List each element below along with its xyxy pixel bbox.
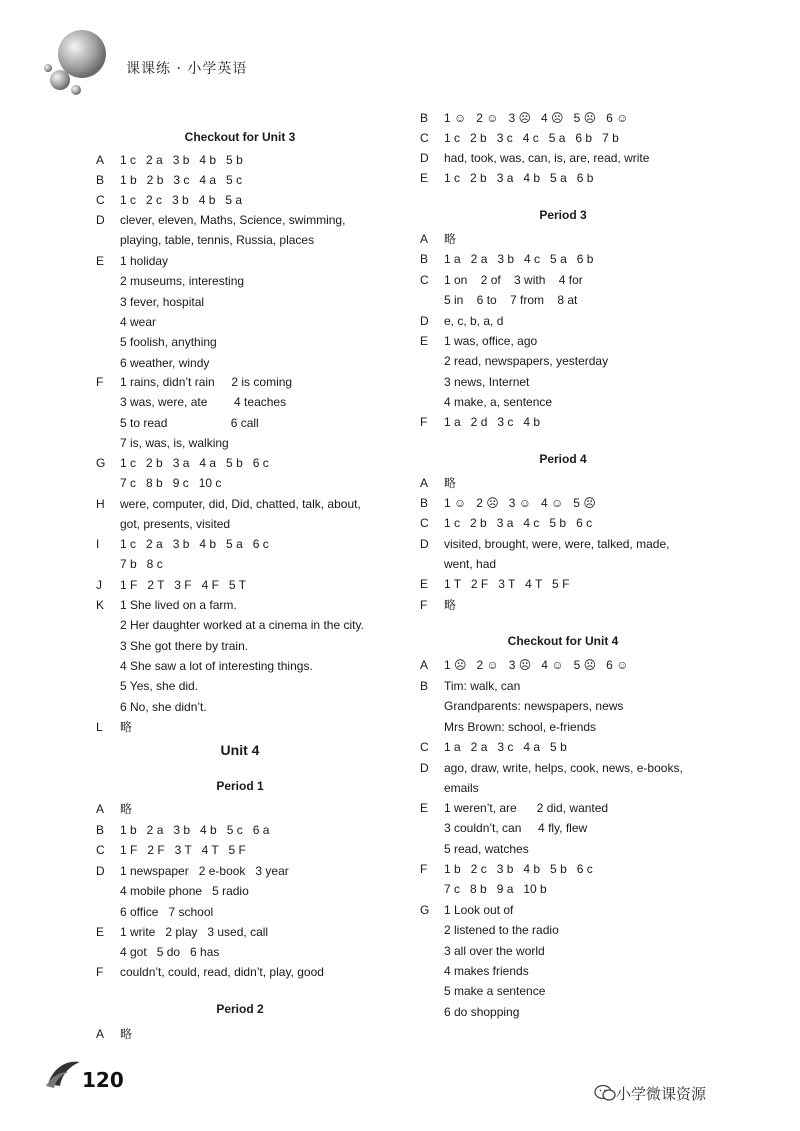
- question-letter: C: [420, 516, 429, 530]
- question-letter: E: [420, 334, 429, 348]
- question-letter: L: [96, 720, 103, 734]
- answer-line: 1 T 2 F 3 T 4 T 5 F: [444, 577, 570, 591]
- section-title-checkout-unit3: Checkout for Unit 3: [184, 130, 296, 144]
- answer-line: 略: [120, 720, 133, 734]
- question-letter: A: [96, 153, 105, 167]
- question-letter: E: [420, 801, 429, 815]
- answer-line: 1 c 2 b 3 a 4 c 5 b 6 c: [444, 516, 593, 530]
- section-title-period3: Period 3: [539, 208, 587, 222]
- answer-line: 1 Look out of: [444, 903, 514, 917]
- answer-line: 1 write 2 play 3 used, call: [120, 925, 269, 939]
- question-letter: J: [96, 578, 102, 592]
- answer-line: 7 c 8 b 9 c 10 c: [120, 476, 222, 491]
- answer-line: 1 a 2 a 3 c 4 a 5 b: [444, 740, 567, 754]
- answer-line: couldn’t, could, read, didn’t, play, good: [120, 965, 324, 979]
- question-letter: C: [96, 193, 105, 207]
- answer-line: 2 listened to the radio: [444, 923, 559, 938]
- section-title-checkout-unit4: Checkout for Unit 4: [507, 634, 619, 648]
- answer-line: 7 is, was, is, walking: [120, 435, 229, 450]
- question-letter: E: [96, 254, 105, 268]
- question-letter: A: [96, 1027, 105, 1041]
- question-letter: H: [96, 497, 105, 511]
- answer-line: 1 F 2 T 3 F 4 F 5 T: [120, 578, 247, 592]
- question-letter: A: [420, 658, 429, 672]
- section-title-period1: Period 1: [216, 779, 264, 793]
- question-letter: E: [96, 925, 105, 939]
- question-letter: D: [420, 537, 429, 551]
- answer-line: 3 fever, hospital: [120, 294, 205, 309]
- answer-line: e, c, b, a, d: [444, 314, 504, 328]
- answer-line: 2 read, newspapers, yesterday: [444, 354, 609, 369]
- question-letter: D: [420, 761, 429, 775]
- answer-line: 3 was, were, ate 4 teaches: [120, 395, 287, 410]
- answer-line: 5 foolish, anything: [120, 335, 217, 350]
- section-title-period4: Period 4: [539, 452, 587, 466]
- question-letter: B: [420, 679, 429, 693]
- answer-line: 1 was, office, ago: [444, 334, 538, 348]
- unit-title: Unit 4: [220, 742, 260, 758]
- answer-line: 6 do shopping: [444, 1004, 520, 1019]
- answer-line: 1 b 2 b 3 c 4 a 5 c: [120, 173, 243, 187]
- question-letter: K: [96, 598, 105, 612]
- leaf-swoosh-icon: [46, 1058, 82, 1088]
- answer-line: 4 make, a, sentence: [444, 394, 553, 409]
- question-letter: B: [420, 111, 429, 125]
- answer-line: 1 holiday: [120, 254, 169, 268]
- answer-line: 5 read, watches: [444, 841, 529, 856]
- answer-line: 1 a 2 a 3 b 4 c 5 a 6 b: [444, 252, 594, 266]
- answer-line: 4 makes friends: [444, 963, 529, 978]
- question-letter: B: [420, 496, 429, 510]
- answer-line: 1 ☺ 2 ☹ 3 ☺ 4 ☺ 5 ☹: [444, 496, 596, 510]
- answer-line: 4 got 5 do 6 has: [120, 945, 220, 960]
- question-letter: A: [96, 802, 105, 816]
- answer-line: 1 F 2 F 3 T 4 T 5 F: [120, 843, 246, 857]
- answer-line: ago, draw, write, helps, cook, news, e-books,: [444, 761, 683, 775]
- question-letter: A: [420, 476, 429, 490]
- answer-line: 1 c 2 b 3 a 4 a 5 b 6 c: [120, 456, 269, 470]
- answer-line: 4 wear: [120, 314, 157, 329]
- answer-line: 6 weather, windy: [120, 355, 210, 370]
- question-letter: F: [96, 965, 104, 979]
- question-letter: B: [420, 252, 429, 266]
- answer-line: 7 b 8 c: [120, 557, 163, 572]
- answer-line: 1 She lived on a farm.: [120, 598, 237, 612]
- answer-line: Mrs Brown: school, e-friends: [444, 719, 597, 734]
- question-letter: C: [420, 273, 429, 287]
- answer-line: 5 Yes, she did.: [120, 679, 199, 694]
- page-number: 120: [82, 1068, 124, 1092]
- question-letter: E: [420, 171, 429, 185]
- answer-line: 3 She got there by train.: [120, 638, 249, 653]
- wechat-icon: [594, 1084, 616, 1102]
- answer-line: Tim: walk, can: [444, 679, 521, 693]
- answer-line: 1 weren’t, are 2 did, wanted: [444, 801, 609, 815]
- answer-line: 略: [444, 476, 457, 490]
- answer-line: went, had: [444, 557, 497, 572]
- answer-line: 1 c 2 b 3 a 4 b 5 a 6 b: [444, 171, 594, 185]
- question-letter: B: [96, 173, 105, 187]
- answer-line: 3 all over the world: [444, 943, 545, 958]
- answer-line: 4 She saw a lot of interesting things.: [120, 658, 313, 673]
- question-letter: G: [420, 903, 430, 917]
- question-letter: D: [420, 314, 429, 328]
- question-letter: F: [96, 375, 104, 389]
- question-letter: C: [96, 843, 105, 857]
- answer-line: 1 b 2 c 3 b 4 b 5 b 6 c: [444, 862, 593, 876]
- answer-line: 1 c 2 a 3 b 4 b 5 a 6 c: [120, 537, 269, 551]
- answer-line: 1 c 2 c 3 b 4 b 5 a: [120, 193, 243, 207]
- answer-line: 略: [120, 802, 133, 816]
- answer-line: visited, brought, were, were, talked, made,: [444, 537, 670, 551]
- answer-line: 1 on 2 of 3 with 4 for: [444, 273, 583, 287]
- answer-line: 6 office 7 school: [120, 904, 214, 919]
- header-title: 课课练 · 小学英语: [126, 61, 248, 77]
- answer-line: emails: [444, 781, 479, 796]
- answer-line: 3 news, Internet: [444, 374, 530, 389]
- answer-line: 4 mobile phone 5 radio: [120, 884, 249, 899]
- answer-line: 略: [444, 232, 457, 246]
- answer-line: 1 b 2 a 3 b 4 b 5 c 6 a: [120, 823, 270, 837]
- answer-line: Grandparents: newspapers, news: [444, 699, 624, 714]
- answer-line: got, presents, visited: [120, 517, 231, 532]
- question-letter: D: [420, 151, 429, 165]
- answer-line: 5 to read 6 call: [120, 415, 259, 430]
- watermark-text: 小学微课资源: [616, 1085, 707, 1103]
- question-letter: B: [96, 823, 105, 837]
- answer-line: 1 ☺ 2 ☺ 3 ☹ 4 ☹ 5 ☹ 6 ☺: [444, 111, 629, 125]
- question-letter: A: [420, 232, 429, 246]
- answer-line: 1 c 2 a 3 b 4 b 5 b: [120, 153, 243, 167]
- answer-line: 2 museums, interesting: [120, 274, 245, 289]
- answer-line: playing, table, tennis, Russia, places: [120, 233, 315, 248]
- answer-line: 略: [444, 598, 457, 612]
- answer-line: were, computer, did, Did, chatted, talk, about,: [120, 497, 361, 511]
- question-letter: F: [420, 598, 428, 612]
- answer-line: 略: [120, 1027, 133, 1041]
- answer-line: 6 No, she didn’t.: [120, 699, 207, 714]
- question-letter: C: [420, 740, 429, 754]
- question-letter: G: [96, 456, 106, 470]
- answer-line: had, took, was, can, is, are, read, write: [444, 151, 650, 165]
- answer-line: 1 newspaper 2 e-book 3 year: [120, 864, 289, 878]
- answer-line: 3 couldn’t, can 4 fly, flew: [444, 821, 588, 836]
- answer-line: 5 in 6 to 7 from 8 at: [444, 293, 578, 308]
- answer-line: clever, eleven, Maths, Science, swimming,: [120, 213, 346, 227]
- answer-line: 7 c 8 b 9 a 10 b: [444, 882, 547, 897]
- answer-line: 1 rains, didn’t rain 2 is coming: [120, 375, 293, 389]
- answer-line: 2 Her daughter worked at a cinema in the city.: [120, 618, 364, 633]
- question-letter: E: [420, 577, 429, 591]
- answer-line: 1 a 2 d 3 c 4 b: [444, 415, 541, 429]
- question-letter: I: [96, 537, 100, 551]
- answer-line: 1 c 2 b 3 c 4 c 5 a 6 b 7 b: [444, 131, 619, 145]
- section-title-period2: Period 2: [216, 1002, 264, 1016]
- answer-line: 5 make a sentence: [444, 984, 546, 999]
- question-letter: D: [96, 213, 105, 227]
- question-letter: D: [96, 864, 105, 878]
- answer-line: 1 ☹ 2 ☺ 3 ☹ 4 ☺ 5 ☹ 6 ☺: [444, 658, 629, 672]
- question-letter: F: [420, 415, 428, 429]
- bubbles-logo-icon: [40, 28, 120, 98]
- question-letter: F: [420, 862, 428, 876]
- question-letter: C: [420, 131, 429, 145]
